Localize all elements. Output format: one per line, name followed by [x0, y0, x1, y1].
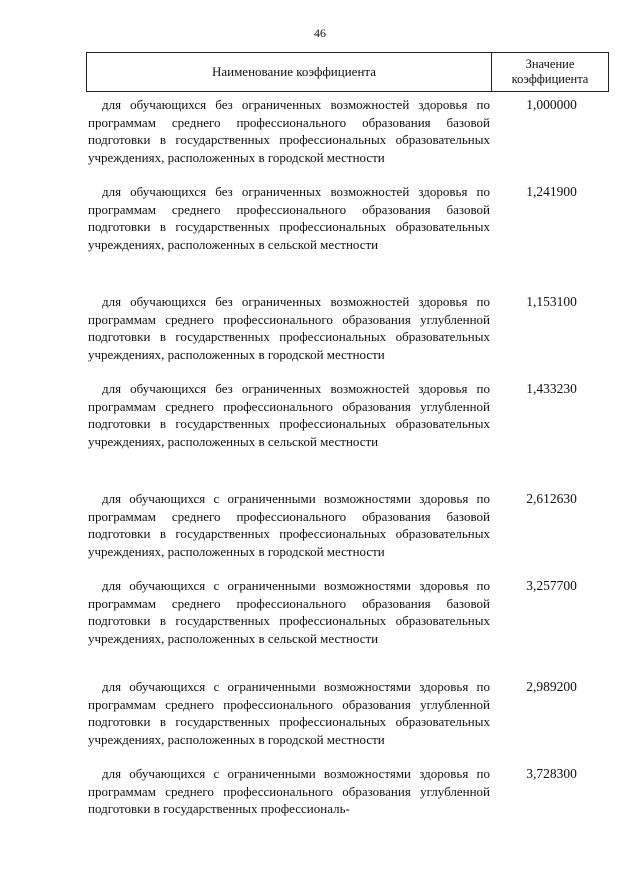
coefficient-name: для обучающихся с ограниченными возможностями здоровья по программам среднего профессионального образования базовой подготовки в государственных профессиональных образовательных учреждениях, расположенных в городской местности [88, 491, 490, 559]
coefficient-value: 2,612630 [526, 491, 577, 506]
coefficient-value: 1,000000 [526, 97, 577, 112]
coefficient-value: 2,989200 [526, 679, 577, 694]
coefficient-name: для обучающихся без ограниченных возможностей здоровья по программам среднего профессионального образования углубленной подготовки в государственных профессиональных образовательных учреждениях, расположенных в городской местности [88, 294, 490, 362]
coefficient-value: 1,433230 [526, 381, 577, 396]
page-number: 46 [314, 26, 326, 40]
coefficient-value: 3,257700 [526, 578, 577, 593]
coefficient-name: для обучающихся без ограниченных возможностей здоровья по программам среднего профессионального образования базовой подготовки в государственных профессиональных образовательных учреждениях, расположенных в городской местности [88, 97, 490, 165]
header-coefficient-name: Наименование коэффициента [87, 53, 492, 91]
coefficient-name: для обучающихся без ограниченных возможностей здоровья по программам среднего профессионального образования углубленной подготовки в государственных профессиональных образовательных учреждениях, расположенных в сельской местности [88, 381, 490, 449]
coefficient-name: для обучающихся с ограниченными возможностями здоровья по программам среднего профессионального образования базовой подготовки в государственных профессиональных образовательных учреждениях, расположенных в сельской местности [88, 578, 490, 646]
coefficient-name: для обучающихся без ограниченных возможностей здоровья по программам среднего профессионального образования базовой подготовки в государственных профессиональных образовательных учреждениях, расположенных в сельской местности [88, 184, 490, 252]
coefficient-value: 1,241900 [526, 184, 577, 199]
coefficient-name: для обучающихся с ограниченными возможностями здоровья по программам среднего профессионального образования углубленной подготовки в государственных профессиональных образовательных учреждениях, расположенных в городской местности [88, 679, 490, 747]
coefficient-name: для обучающихся с ограниченными возможностями здоровья по программам среднего профессионального образования углубленной подготовки в государственных профессиональ- [88, 766, 490, 817]
coefficient-value: 3,728300 [526, 766, 577, 781]
table-header [86, 52, 609, 92]
header-coefficient-value: Значение коэффициента [511, 57, 589, 86]
coefficient-value: 1,153100 [526, 294, 577, 309]
